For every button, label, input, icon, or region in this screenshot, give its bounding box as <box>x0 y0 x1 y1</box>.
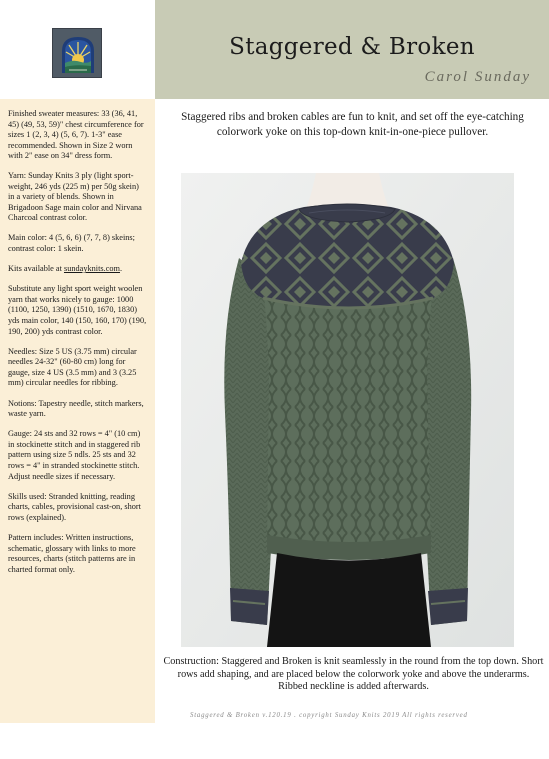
sundayknits-link[interactable]: sundayknits.com <box>63 264 120 274</box>
designer-name: Carol Sunday <box>424 69 531 85</box>
pattern-details-sidebar <box>0 99 155 723</box>
notions-text: Notions: Tapestry needle, stitch markers, waste yarn. <box>8 398 144 419</box>
construction-text: Construction: Staggered and Broken is knit seamlessly in the round from the top down. Short rows add shaping, and are placed below the colorwork yoke and above the underarms. Ribbed neckline is added afterwards. <box>163 656 544 693</box>
skills-text: Skills used: Stranded knitting, reading charts, cables, provisional cast-on, short rows (explained). <box>8 491 141 522</box>
kits-suffix: . <box>119 264 123 274</box>
sweater-illustration <box>181 173 514 647</box>
needles-text: Needles: Size 5 US (3.75 mm) circular needles 24-32" (60-80 cm) long for gauge, size 4 US (3.5 mm) and 3 (3.25 mm) circular needles for ribbing. <box>8 346 137 388</box>
intro-text: Staggered ribs and broken cables are fun to knit, and set off the eye-catching colorwork yoke on this top-down knit-in-one-piece pullover. <box>181 111 524 138</box>
yarn-text: Yarn: Sunday Knits 3 ply (light sport-weight, 246 yds (225 m) per 50g skein) in a variety of blends. Shown in Brigadoon Sage main color and Nirvana Charcoal contrast color. <box>8 170 142 223</box>
finished-measures-text: Finished sweater measures: 33 (36, 41, 45) (49, 53, 59)" chest circumference for sizes 1 (2, 3, 4) (5, 6, 7). 1-3" ease recommended. Shown in Size 2 worn with 2" ease on 34" dress form. <box>8 109 144 161</box>
copyright-footer: Staggered & Broken v.120.19 . copyright Sunday Knits 2019 All rights reserved <box>190 712 468 719</box>
kits-prefix: Kits available at <box>8 264 64 274</box>
gauge-text: Gauge: 24 sts and 32 rows = 4" (10 cm) in stockinette stitch and in staggered rib pattern using size 5 ndls. 25 sts and 32 rows = 4" in stranded stockinette stitch. Adjust needle sizes if necessary. <box>8 429 141 481</box>
pattern-title: Staggered & Broken <box>229 34 475 60</box>
kits-text <box>8 264 147 275</box>
logo-sunrise-icon <box>53 29 102 78</box>
substitute-yarn-text: Substitute any light sport weight woolen yarn that works nicely to gauge: 1000 (1100, 1250, 1390) (1510, 1670, 1830) yds main color, 140 (150, 160, 170) (190, 190, 200) yds contrast color. <box>8 284 147 336</box>
header-band <box>155 0 549 99</box>
sunday-knits-logo <box>52 28 102 78</box>
sweater-photo <box>181 173 514 647</box>
pattern-includes-text: Pattern includes: Written instructions, schematic, glossary with links to more resources, charts (stitch patterns are in charted format only. <box>8 533 136 574</box>
main-color-text: Main color: 4 (5, 6, 6) (7, 7, 8) skeins; contrast color: 1 skein. <box>8 233 135 254</box>
